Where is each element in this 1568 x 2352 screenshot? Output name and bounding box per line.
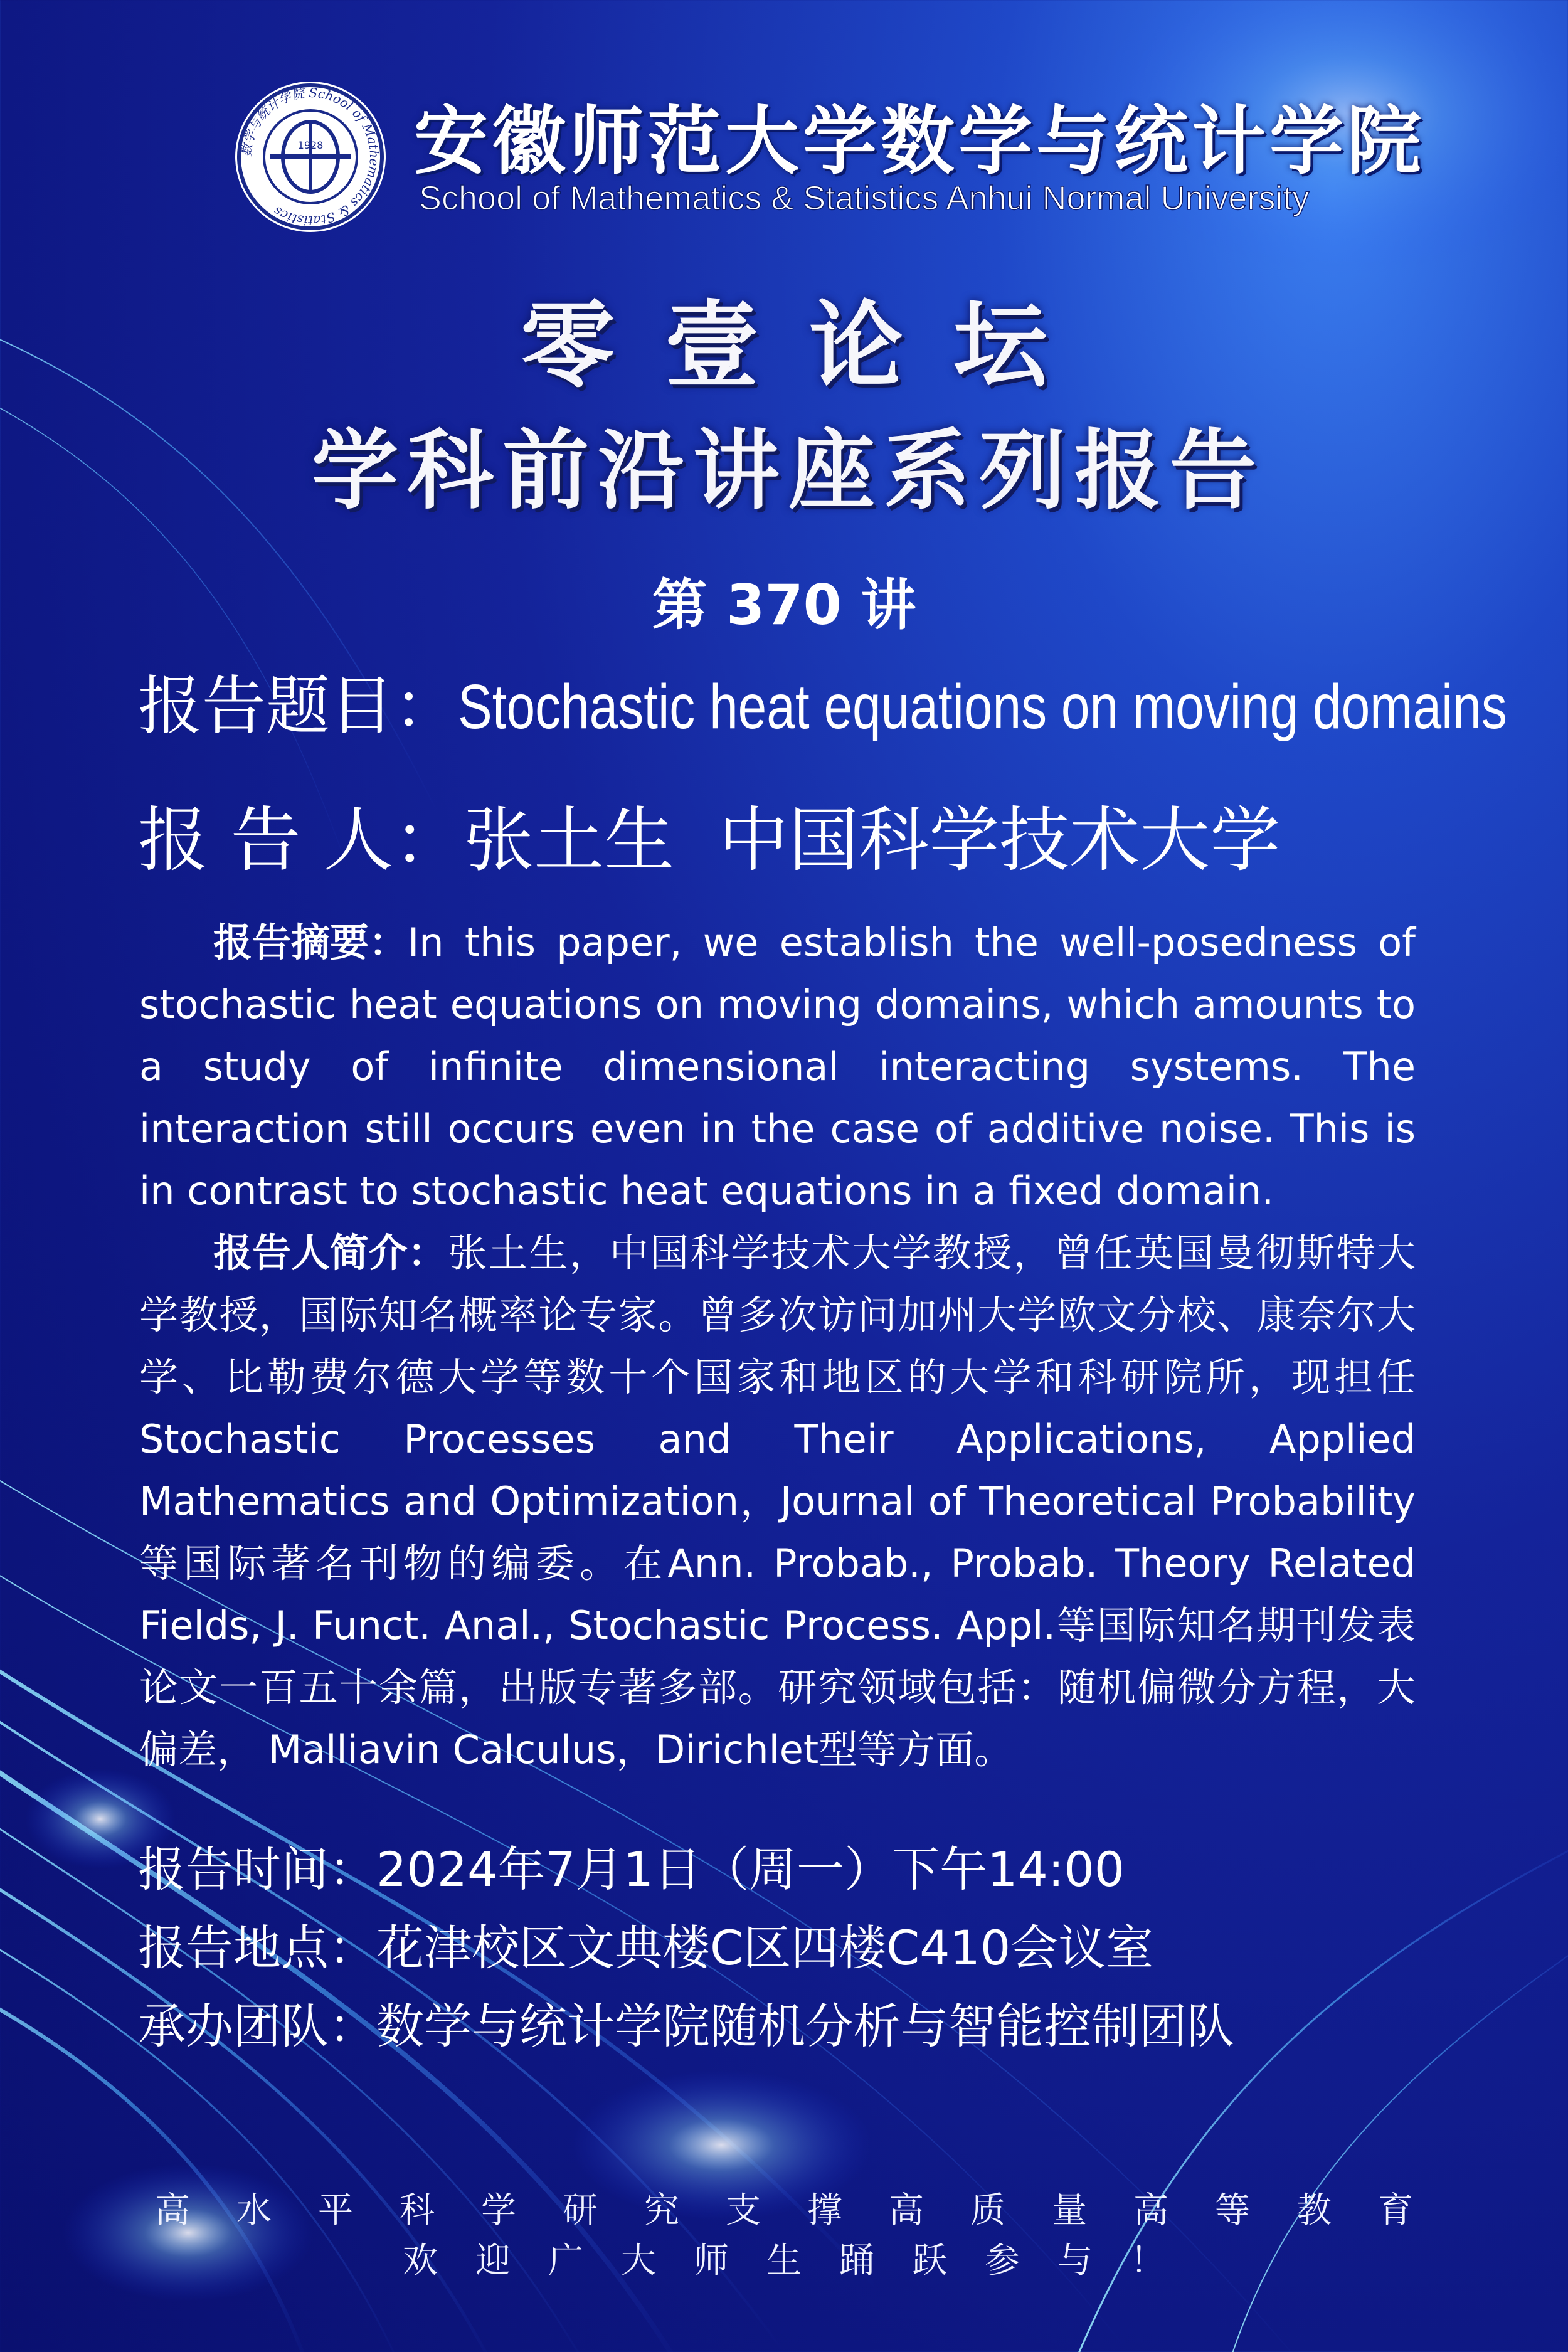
speaker-line xyxy=(138,784,1443,881)
lecture-number: 第 370 讲 xyxy=(652,573,916,637)
speaker-affiliation: 中国科学技术大学 xyxy=(718,800,1281,881)
logo-ring-text: 数学与统计学院 School of Mathematics & Statistics xyxy=(238,85,383,229)
team-value: 数学与统计学院随机分析与智能控制团队 xyxy=(376,1998,1234,2054)
place-value: 花津校区文典楼C区四楼C410会议室 xyxy=(376,1920,1154,1976)
slogan-line-2: 欢迎广大师生踊跃参与！ xyxy=(403,2240,1203,2281)
talk-title: Stochastic heat equations on moving domains xyxy=(458,672,1507,742)
school-name-cn: 安徽师范大学数学与统计学院 xyxy=(414,98,1426,184)
forum-title: 零壹论坛 xyxy=(520,292,1098,401)
speaker-name: 张土生 xyxy=(464,800,675,881)
team-label: 承办团队： xyxy=(138,1998,376,2054)
time-value: 2024年7月1日（周一）下午14:00 xyxy=(376,1841,1125,1897)
abstract-paragraph xyxy=(139,911,1416,1222)
bio-label: 报告人简介： xyxy=(213,1230,447,1276)
school-name-en: School of Mathematics & Statistics Anhui Normal University xyxy=(419,179,1310,217)
place-line xyxy=(138,1910,1443,1976)
abstract-text: In this paper, we establish the well-posedness of stochastic heat equations on moving domains, which amounts to a study of infinite dimensional interacting systems. The interaction still occurs even in the case of additive noise. This is in contrast to stochastic heat equations in a fixed domain. xyxy=(139,919,1416,1214)
slogan-line-1: 高水平科学研究支撑高质量高等教育 xyxy=(155,2190,1459,2231)
talk-title-line xyxy=(138,655,1507,744)
school-seal-icon xyxy=(232,78,389,235)
school-logo xyxy=(232,78,389,235)
team-line xyxy=(138,1988,1443,2054)
place-label: 报告地点： xyxy=(138,1920,376,1976)
logo-year: 1928 xyxy=(297,139,324,151)
talk-title-label: 报告题目： xyxy=(138,669,458,744)
time-line xyxy=(138,1831,1443,1897)
speaker-label: 报 告 人： xyxy=(138,800,464,881)
bio-text: 张土生，中国科学技术大学教授，曾任英国曼彻斯特大学教授，国际知名概率论专家。曾多次访问加州大学欧文分校、康奈尔大学、比勒费尔德大学等数十个国家和地区的大学和科研院所，现担任Stochastic Processes and Their Applications, Applied Mathematics and Optimization，Journal of Theoretical Probability等国际著名刊物的编委。在Ann. Probab., Probab. Theory Related Fields, J. Funct. Anal., Stochastic Process. Appl.等国际知名期刊发表论文一百五十余篇，出版专著多部。研究领域包括：随机偏微分方程，大偏差， Malliavin Calculus，Dirichlet型等方面。 xyxy=(139,1230,1416,1772)
forum-subtitle: 学科前沿讲座系列报告 xyxy=(311,420,1265,521)
time-label: 报告时间： xyxy=(138,1841,376,1897)
abstract-label: 报告摘要： xyxy=(213,919,408,965)
bio-paragraph xyxy=(139,1222,1416,1781)
